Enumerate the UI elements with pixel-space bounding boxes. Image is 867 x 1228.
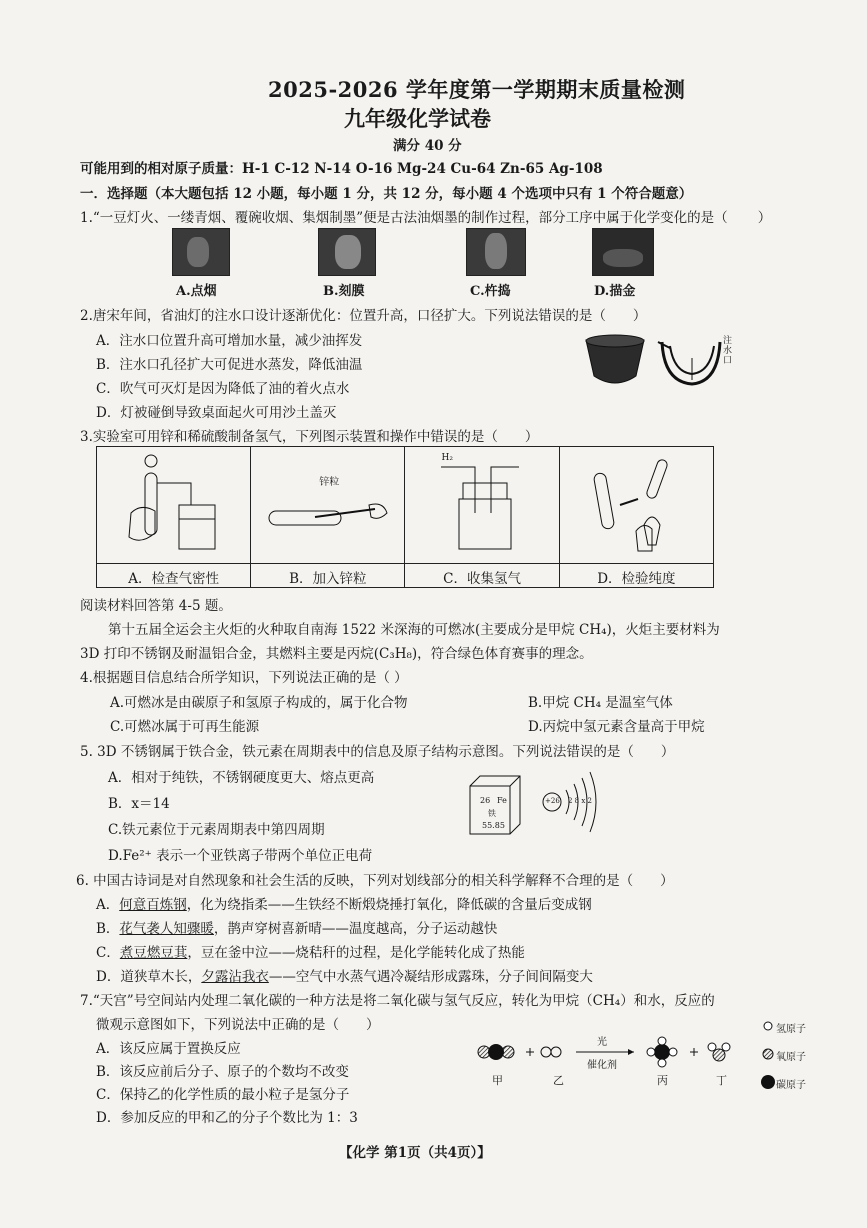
question-3-stem: 3.实验室可用锌和稀硫酸制备氢气，下列图示装置和操作中错误的是（ ） <box>80 429 539 445</box>
q7-option-c[interactable]: C．保持乙的化学性质的最小粒子是氢分子 <box>96 1087 350 1103</box>
q1-option-c[interactable]: C.杵捣 <box>470 284 511 299</box>
label-bing: 丙 <box>657 1074 668 1087</box>
q1-option-d[interactable]: D.描金 <box>594 284 636 299</box>
label-jia: 甲 <box>492 1074 503 1087</box>
q3-option-d[interactable]: D．检验纯度 <box>559 564 713 588</box>
q7-option-a[interactable]: A．该反应属于置换反应 <box>96 1041 241 1057</box>
q4-option-d[interactable]: D.丙烷中氢元素含量高于甲烷 <box>528 719 705 735</box>
q3-option-c[interactable]: C．收集氢气 <box>405 564 559 588</box>
q3-cell-b <box>251 447 405 564</box>
photo-carving <box>318 228 376 276</box>
exam-subtitle: 九年级化学试卷 <box>344 106 491 131</box>
q6-option-a[interactable]: A．何意百炼钢，化为绕指柔——生铁经不断煅烧捶打氧化，降低碳的含量后变成钢 <box>96 897 592 913</box>
h2-label: H₂ <box>441 453 453 463</box>
reaction-condition-light: 光 <box>597 1037 607 1048</box>
question-2-stem: 2.唐宋年间，省油灯的注水口设计逐渐优化：位置升高，口径扩大。下列说法错误的是（ ） <box>80 308 647 324</box>
reading-intro: 阅读材料回答第 4-5 题。 <box>80 598 232 614</box>
q5-option-b[interactable]: B．x＝14 <box>108 796 170 812</box>
q7-option-b[interactable]: B．该反应前后分子、原子的个数均不改变 <box>96 1064 349 1080</box>
exam-title: 2025-2026 学年度第一学期期末质量检测 <box>268 77 686 102</box>
q1-option-a[interactable]: A.点烟 <box>176 284 217 299</box>
legend-hydrogen: 氢原子 <box>776 1024 806 1035</box>
question-5-stem: 5. 3D 不锈钢属于铁合金，铁元素在周期表中的信息及原子结构示意图。下列说法错误的是（ ） <box>80 744 675 760</box>
question-4-stem: 4.根据题目信息结合所学知识，下列说法正确的是（ ） <box>80 670 408 686</box>
q4-option-b[interactable]: B.甲烷 CH₄ 是温室气体 <box>528 695 673 711</box>
label-yi: 乙 <box>553 1074 564 1087</box>
lamp-water-inlet-label: 注水口 <box>723 336 733 366</box>
q3-cell-c <box>405 447 559 564</box>
q6-option-b[interactable]: B．花气袭人知骤暖，鹊声穿树喜新晴——温度越高，分子运动越快 <box>96 921 498 937</box>
atomic-masses: 可能用到的相对原子质量：H-1 C-12 N-14 O-16 Mg-24 Cu-64 Zn-65 Ag-108 <box>80 161 603 177</box>
question-7-stem-line2: 微观示意图如下，下列说法中正确的是（ ） <box>96 1017 380 1033</box>
q2-option-a[interactable]: A．注水口位置升高可增加水量，减少油挥发 <box>96 333 363 349</box>
section-heading: 一．选择题（本大题包括 12 小题，每小题 1 分，共 12 分，每小题 4 个选项中只有 1 个符合题意） <box>80 186 693 202</box>
page-footer: 【化学 第1页（共4页）】 <box>339 1145 491 1161</box>
q1-option-b[interactable]: B.刻膜 <box>323 284 365 299</box>
q3-cell-a <box>97 447 251 564</box>
question-1-stem: 1.“一豆灯火、一缕青烟、覆碗收烟、集烟制墨”便是古法油烟墨的制作过程，部分工序中属于化学变化的是（ ） <box>80 210 772 226</box>
cell-atomic-number: 26 <box>480 796 491 805</box>
q3-cell-d <box>559 447 713 564</box>
cell-name: 铁 <box>488 809 496 818</box>
q2-option-c[interactable]: C．吹气可灭灯是因为降低了油的着火点水 <box>96 381 350 397</box>
q3-apparatus-table <box>96 446 714 588</box>
reaction-condition-catalyst: 催化剂 <box>587 1060 617 1071</box>
photo-gilding <box>592 228 654 276</box>
cell-mass: 55.85 <box>482 821 505 830</box>
photo-pounding <box>466 228 526 276</box>
purity-test-icon <box>590 455 690 555</box>
label-ding: 丁 <box>716 1074 727 1087</box>
q2-option-d[interactable]: D．灯被碰倒导致桌面起火可用沙土盖灭 <box>96 405 337 421</box>
electron-shells: 2 8 x 2 <box>568 797 592 805</box>
reading-para-line1: 第十五届全运会主火炬的火种取自南海 1522 米深海的可燃冰(主要成分是甲烷 CH₄)，火炬主要材料为 <box>108 622 720 638</box>
q5-option-c[interactable]: C.铁元素位于元素周期表中第四周期 <box>108 822 325 838</box>
airtightness-check-icon <box>121 453 231 557</box>
nucleus-charge: +26 <box>545 797 560 805</box>
q3-option-b[interactable]: B．加入锌粒 <box>251 564 405 588</box>
question-7-stem-line1: 7.“天宫”号空间站内处理二氧化碳的一种方法是将二氧化碳与氢气反应，转化为甲烷（CH₄）和水，反应的 <box>80 993 715 1009</box>
q4-option-a[interactable]: A.可燃冰是由碳原子和氢原子构成的，属于化合物 <box>110 695 408 711</box>
legend-oxygen: 氧原子 <box>776 1052 806 1063</box>
reading-para-line2: 3D 打印不锈钢及耐温铝合金，其燃料主要是丙烷(C₃H₈)，符合绿色体育赛事的理念。 <box>80 646 593 662</box>
q6-option-c[interactable]: C．煮豆燃豆萁，豆在釜中泣——烧秸秆的过程，是化学能转化成了热能 <box>96 945 525 961</box>
q3-option-a[interactable]: A．检查气密性 <box>97 564 251 588</box>
legend-carbon: 碳原子 <box>776 1080 806 1091</box>
question-6-stem: 6. 中国古诗词是对自然现象和社会生活的反映，下列对划线部分的相关科学解释不合理的是（ ） <box>76 873 674 889</box>
oil-lamp-figure <box>582 332 732 392</box>
collect-hydrogen-icon <box>435 453 535 557</box>
add-zinc-icon <box>265 487 395 547</box>
cell-symbol: Fe <box>497 796 507 805</box>
photo-lighting-lamp <box>172 228 230 276</box>
zinc-granule-label: 锌粒 <box>319 477 340 488</box>
q7-option-d[interactable]: D．参加反应的甲和乙的分子个数比为 1：3 <box>96 1110 358 1126</box>
q6-option-d[interactable]: D．道狭草木长，夕露沾我衣——空气中水蒸气遇冷凝结形成露珠，分子间间隔变大 <box>96 969 593 985</box>
q5-option-a[interactable]: A．相对于纯铁，不锈钢硬度更大、熔点更高 <box>108 770 375 786</box>
q4-option-c[interactable]: C.可燃冰属于可再生能源 <box>110 719 260 735</box>
q2-option-b[interactable]: B．注水口孔径扩大可促进水蒸发，降低油温 <box>96 357 363 373</box>
full-score: 满分 40 分 <box>393 138 462 154</box>
q5-option-d[interactable]: D.Fe²⁺ 表示一个亚铁离子带两个单位正电荷 <box>108 848 373 864</box>
